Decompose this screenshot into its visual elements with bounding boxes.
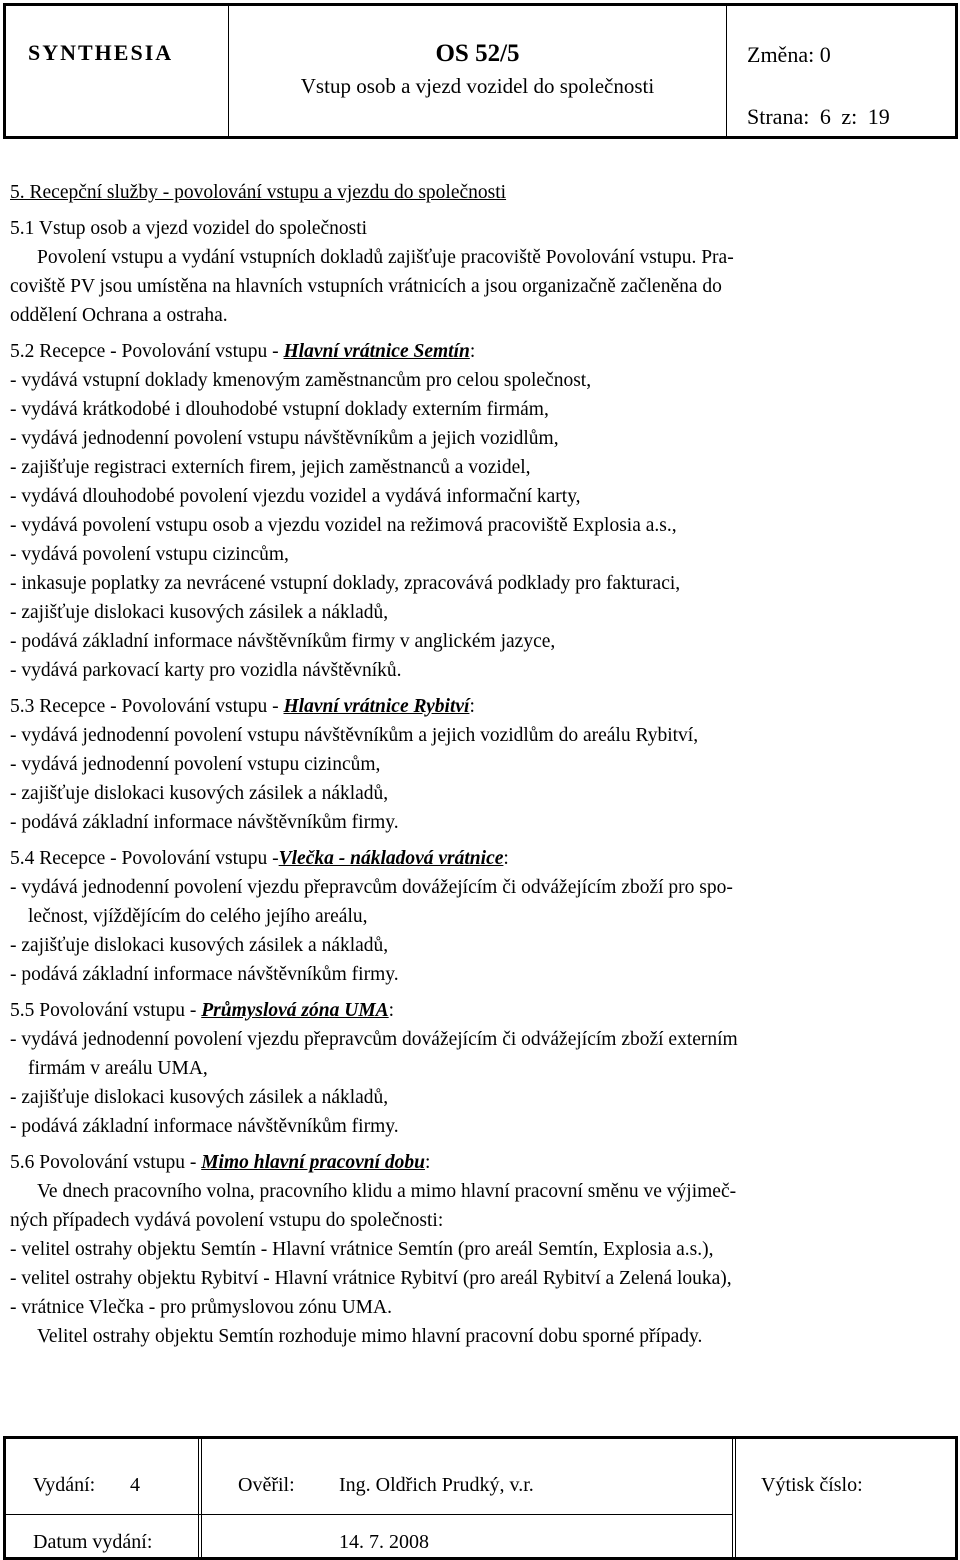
- section-5-2-place: Hlavní vrátnice Semtín: [283, 341, 470, 362]
- list-item: - vydává jednodenní povolení vjezdu přepravcům dovážejícím či odvážejícím zboží pro spo-: [10, 877, 733, 898]
- section-5-3-heading: 5.3 Recepce - Povolování vstupu - Hlavní vrátnice Rybitví:: [10, 696, 475, 717]
- edition-value: 4: [130, 1474, 140, 1496]
- header-company-cell: [6, 6, 229, 136]
- list-item: - vydává jednodenní povolení vstupu návštěvníkům a jejich vozidlům,: [10, 428, 559, 449]
- list-item: - vydává povolení vstupu osob a vjezdu vozidel na režimová pracoviště Explosia a.s.,: [10, 515, 677, 536]
- list-item: - vydává jednodenní povolení vstupu návštěvníkům a jejich vozidlům do areálu Rybitví,: [10, 725, 699, 746]
- section-5-1-line: oddělení Ochrana a ostraha.: [10, 305, 228, 326]
- list-item: - zajišťuje dislokaci kusových zásilek a nákladů,: [10, 935, 389, 956]
- list-item-continuation: lečnost, vjíždějícím do celého jejího areálu,: [28, 906, 368, 927]
- list-item: - vrátnice Vlečka - pro průmyslovou zónu UMA.: [10, 1297, 392, 1318]
- section-5-heading: [10, 178, 950, 207]
- header-meta-cell: [727, 6, 955, 136]
- list-item: - vydává jednodenní povolení vjezdu přepravcům dovážejícím či odvážejícím zboží externím: [10, 1029, 738, 1050]
- section-5-5-heading: 5.5 Povolování vstupu - Průmyslová zóna UMA:: [10, 1000, 395, 1021]
- footer-divider: [6, 1514, 733, 1515]
- section-5-6-intro: ných případech vydává povolení vstupu do společnosti:: [10, 1210, 444, 1231]
- header-title-cell: [229, 6, 727, 136]
- section-5-6-closing: Velitel ostrahy objektu Semtín rozhoduje mimo hlavní pracovní dobu sporné případy.: [37, 1326, 703, 1347]
- list-item: - vydává vstupní doklady kmenovým zaměstnancům pro celou společnost,: [10, 370, 592, 391]
- document-title: Vstup osob a vjezd vozidel do společnosti: [300, 74, 655, 98]
- section-5-4-heading: 5.4 Recepce - Povolování vstupu -Vlečka - nákladová vrátnice:: [10, 848, 509, 869]
- list-item: - zajišťuje dislokaci kusových zásilek a nákladů,: [10, 602, 389, 623]
- list-item: - vydává parkovací karty pro vozidla návštěvníků.: [10, 660, 402, 681]
- list-item: - podává základní informace návštěvníkům firmy v anglickém jazyce,: [10, 631, 556, 652]
- list-item: - zajišťuje registraci externích firem, jejich zaměstnanců a vozidel,: [10, 457, 531, 478]
- section-5-4-place: Vlečka - nákladová vrátnice: [278, 848, 504, 869]
- company-name: SYNTHESIA: [28, 40, 174, 65]
- section-5-1-heading: 5.1 Vstup osob a vjezd vozidel do společnosti: [10, 218, 368, 239]
- footer-copy-cell: [736, 1439, 955, 1557]
- section-5-1-line: coviště PV jsou umístěna na hlavních vstupních vrátnicích a jsou organizačně začleněna do: [10, 276, 722, 297]
- list-item: - zajišťuje dislokaci kusových zásilek a nákladů,: [10, 783, 389, 804]
- section-5-6-heading: 5.6 Povolování vstupu - Mimo hlavní pracovní dobu:: [10, 1152, 431, 1173]
- section-5-6-intro: Ve dnech pracovního volna, pracovního klidu a mimo hlavní pracovní směnu ve výjimeč-: [37, 1181, 737, 1202]
- list-item: - inkasuje poplatky za nevrácené vstupní doklady, zpracovává podklady pro fakturaci,: [10, 573, 681, 594]
- list-item: - podává základní informace návštěvníkům firmy.: [10, 964, 399, 985]
- verified-label: Ověřil:: [238, 1474, 295, 1496]
- section-5-1-line: Povolení vstupu a vydání vstupních dokladů zajišťuje pracoviště Povolování vstupu. Pra-: [37, 247, 734, 268]
- copy-number-label: Výtisk číslo:: [761, 1474, 863, 1496]
- verified-value: Ing. Oldřich Prudký, v.r.: [339, 1474, 534, 1496]
- document-body: [10, 178, 950, 1351]
- list-item: - vydává dlouhodobé povolení vjezdu vozidel a vydává informační karty,: [10, 486, 581, 507]
- section-5-6-place: Mimo hlavní pracovní dobu: [201, 1152, 425, 1173]
- edition-label: Vydání:: [33, 1474, 96, 1496]
- list-item: - podává základní informace návštěvníkům firmy.: [10, 812, 399, 833]
- list-item: - zajišťuje dislokaci kusových zásilek a nákladů,: [10, 1087, 389, 1108]
- document-code: OS 52/5: [435, 40, 520, 67]
- list-item-continuation: firmám v areálu UMA,: [28, 1058, 208, 1079]
- section-5-3-place: Hlavní vrátnice Rybitví: [283, 696, 470, 717]
- document-footer: [3, 1436, 958, 1560]
- list-item: - velitel ostrahy objektu Semtín - Hlavní vrátnice Semtín (pro areál Semtín, Explosia a.s.),: [10, 1239, 714, 1260]
- change-number: Změna: 0: [747, 42, 831, 67]
- section-5-title: 5. Recepční služby - povolování vstupu a vjezdu do společnosti: [10, 182, 507, 203]
- list-item: - velitel ostrahy objektu Rybitví - Hlavní vrátnice Rybitví (pro areál Rybitví a Zelená louka),: [10, 1268, 732, 1289]
- list-item: - podává základní informace návštěvníkům firmy.: [10, 1116, 399, 1137]
- page-number: Strana: 6 z: 19: [747, 104, 890, 129]
- document-header: [3, 3, 958, 139]
- issue-date-value: 14. 7. 2008: [339, 1531, 429, 1553]
- list-item: - vydává povolení vstupu cizincům,: [10, 544, 289, 565]
- section-5-2-heading: 5.2 Recepce - Povolování vstupu - Hlavní vrátnice Semtín:: [10, 341, 476, 362]
- section-5-5-place: Průmyslová zóna UMA: [201, 1000, 389, 1021]
- footer-verified-cell: [202, 1439, 736, 1557]
- list-item: - vydává jednodenní povolení vstupu cizincům,: [10, 754, 381, 775]
- list-item: - vydává krátkodobé i dlouhodobé vstupní doklady externím firmám,: [10, 399, 549, 420]
- issue-date-label: Datum vydání:: [33, 1531, 153, 1553]
